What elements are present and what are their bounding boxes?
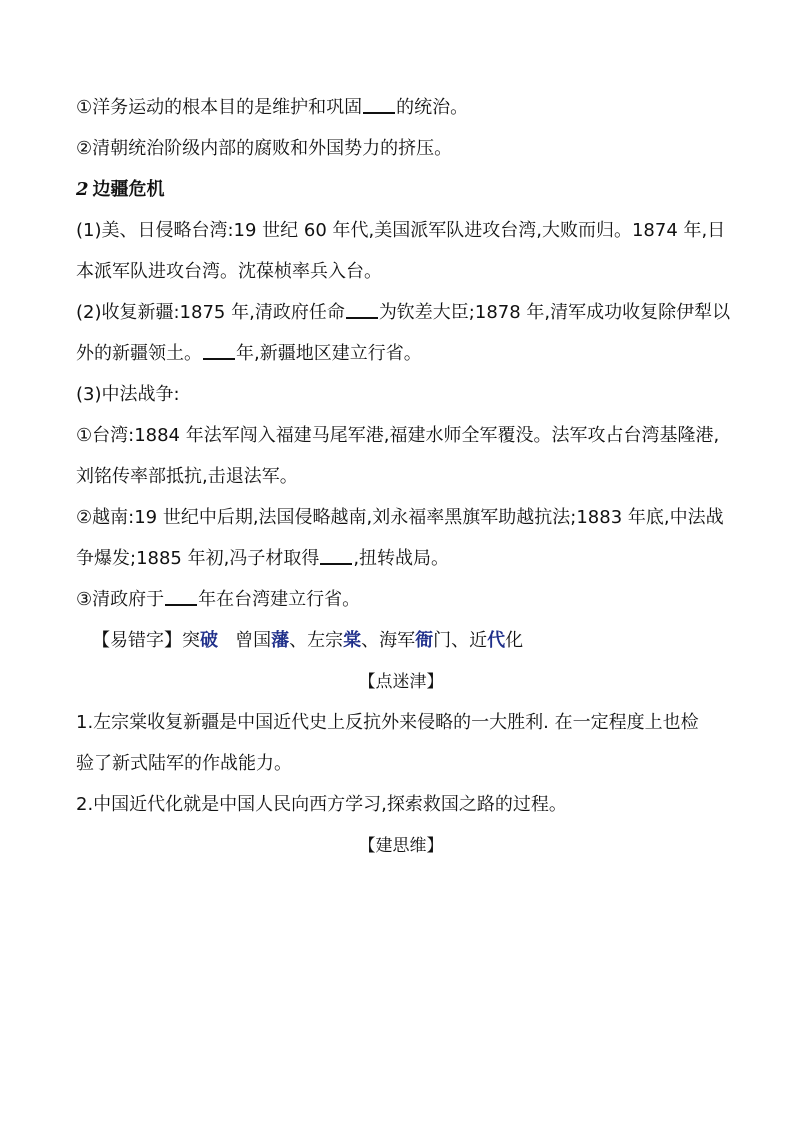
typo-char: 破 — [200, 630, 218, 651]
text: 为钦差大臣;1878 年,清军成功收复除伊犁以 — [378, 302, 731, 323]
heading-number: 2 — [76, 179, 89, 200]
fill-blank[interactable] — [320, 547, 352, 565]
para-3-2-line-1: ②越南:19 世纪中后期,法国侵略越南,刘永福率黑旗军助越抗法;1883 年底,中法战 — [76, 507, 724, 528]
text: (2)收复新疆:1875 年,清政府任命 — [76, 302, 345, 323]
para-2-line-1 — [76, 301, 731, 325]
para-3-1-line-2: 刘铭传率部抵抗,击退法军。 — [76, 466, 298, 487]
text: 、海军 — [361, 630, 416, 651]
text: 年,新疆地区建立行省。 — [236, 343, 422, 364]
document-page — [76, 96, 731, 858]
para-3-3 — [76, 588, 726, 612]
text: 门、近 — [433, 630, 488, 651]
typo-char: 棠 — [343, 630, 362, 651]
section-title-jiansiwei: 【建思维】 — [358, 836, 444, 856]
para-1-line-2: 本派军队进攻台湾。沈葆桢率兵入台。 — [76, 261, 382, 282]
para-1-line-1: (1)美、日侵略台湾:19 世纪 60 年代,美国派军队进攻台湾,大败而归。1874 年,日 — [76, 220, 726, 241]
text: 外的新疆领土。 — [76, 343, 202, 364]
typo-line — [76, 629, 726, 653]
fill-blank[interactable] — [363, 96, 395, 114]
point-1 — [76, 96, 726, 120]
note-2: 2.中国近代化就是中国人民向西方学习,探索救国之路的过程。 — [76, 794, 567, 815]
text: 化 — [505, 630, 524, 651]
fill-blank[interactable] — [165, 588, 197, 606]
fill-blank[interactable] — [346, 301, 378, 319]
para-3-2-line-2 — [76, 547, 726, 571]
point-2: ②清朝统治阶级内部的腐败和外国势力的挤压。 — [76, 138, 453, 159]
note-1-line-2: 验了新式陆军的作战能力。 — [76, 753, 292, 774]
text: ③清政府于 — [76, 589, 165, 610]
note-1-line-1: 1.左宗棠收复新疆是中国近代史上反抗外来侵略的一大胜利. 在一定程度上也检 — [76, 712, 699, 733]
fill-blank[interactable] — [203, 342, 235, 360]
text: ,扭转战局。 — [353, 548, 450, 569]
text: ①洋务运动的根本目的是维护和巩固 — [76, 97, 363, 118]
typo-label: 【易错字】突 — [92, 630, 200, 651]
para-2-line-2 — [76, 342, 726, 366]
para-3-1-line-1: ①台湾:1884 年法军闯入福建马尾军港,福建水师全军覆没。法军攻占台湾基隆港, — [76, 425, 720, 446]
typo-char: 衙 — [415, 630, 434, 651]
text: 年在台湾建立行省。 — [198, 589, 361, 610]
typo-char: 代 — [487, 630, 506, 651]
heading-title: 边疆危机 — [92, 179, 165, 200]
text: 、左宗 — [289, 630, 344, 651]
section-title-dianmijin: 【点迷津】 — [358, 672, 444, 692]
text: 的统治。 — [396, 97, 469, 118]
section-heading-border-crisis — [76, 178, 726, 202]
typo-char: 藩 — [271, 630, 290, 651]
para-3-title: (3)中法战争: — [76, 384, 180, 405]
text: 曾国 — [218, 630, 272, 651]
text: 争爆发;1885 年初,冯子材取得 — [76, 548, 320, 569]
